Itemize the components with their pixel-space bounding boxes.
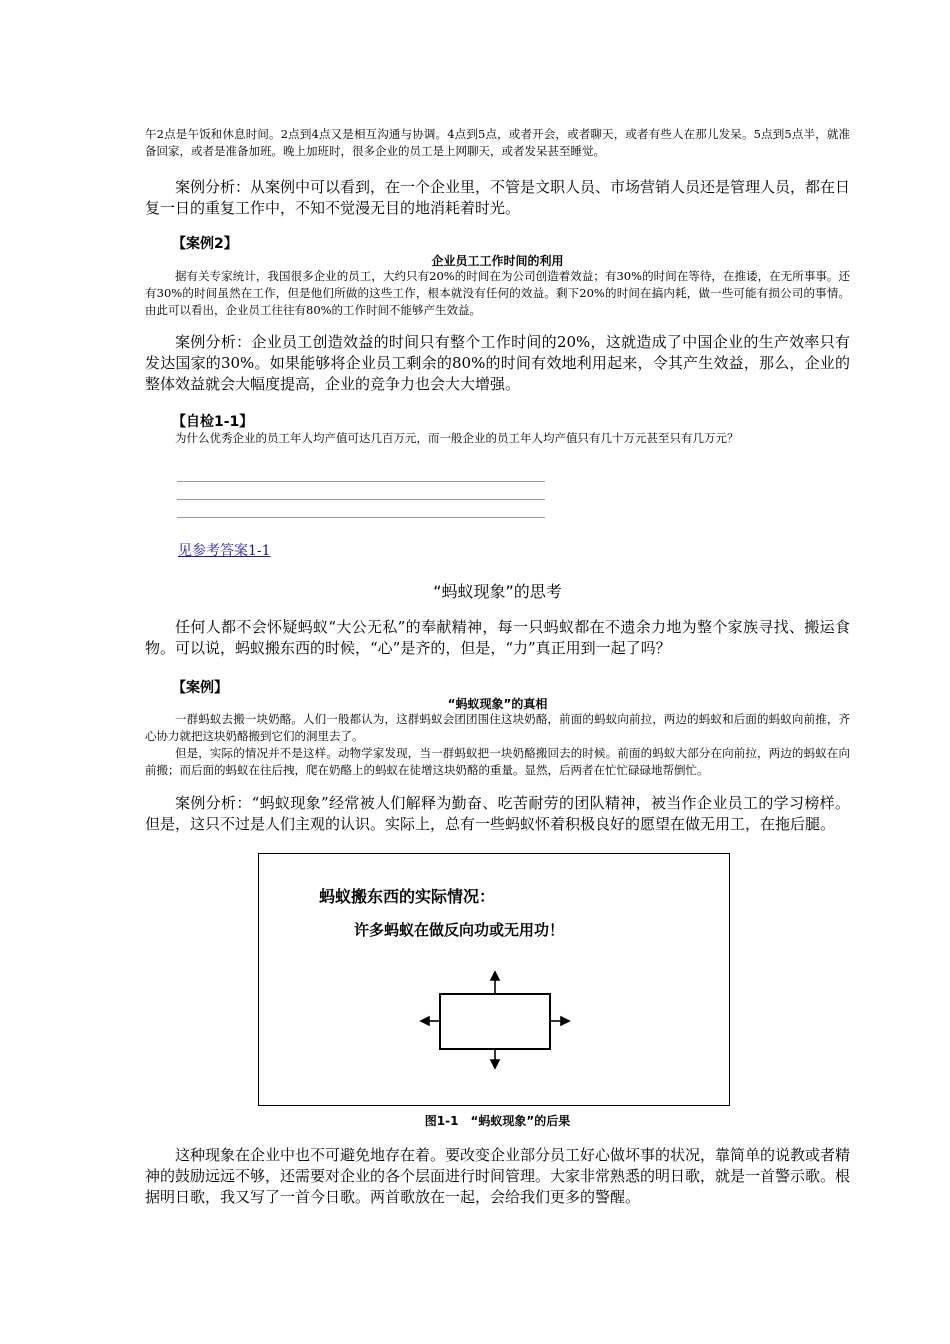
case3-heading: 【案例】 — [172, 680, 228, 696]
cheese-force-diagram — [259, 854, 728, 1104]
figure-caption: 图1-1 “蚂蚁现象”的后果 — [424, 1114, 571, 1128]
selfcheck-question: 为什么优秀企业的员工年人均产值可达几百万元，而一般企业的员工年人均产值只有几十万元甚至只有几万元？ — [175, 431, 739, 445]
case1-tail-text: 午2点是午饭和休息时间。2点到4点又是相互沟通与协调。4点到5点，或者开会，或者聊天，或者有些人在那儿发呆。5点到5点半，就准备回家，或者是准备加班。晚上加班时，很多企业的员工是上网聊天，或者发呆甚至睡觉。 — [145, 127, 850, 158]
figure-text-line-1: 蚂蚁搬东西的实际情况： — [319, 887, 496, 906]
cheese-block — [440, 994, 550, 1049]
answer-line-1 — [177, 481, 545, 482]
case2-analysis: 案例分析：企业员工创造效益的时间只有整个工作时间的20%，这就造成了中国企业的生产效率只有发达国家的30%。如果能够将企业员工剩余的80%的时间有效地利用起来，令其产生效益，那么，企业的整体效益就会大幅度提高，企业的竞争力也会大大增强。 — [145, 333, 850, 393]
closing-paragraph: 这种现象在企业中也不可避免地存在着。要改变企业部分员工好心做坏事的状况，靠简单的说教或者精神的鼓励远远不够，还需要对企业的各个层面进行时间管理。大家非常熟悉的明日歌，就是一首警示歌。根据明日歌，我又写了一首今日歌。两首歌放在一起，会给我们更多的警醒。 — [145, 1146, 851, 1206]
answer-line-3 — [177, 517, 545, 518]
section-intro: 任何人都不会怀疑蚂蚁“大公无私”的奉献精神，每一只蚂蚁都在不遗余力地为整个家族寻找、搬运食物。可以说，蚂蚁搬东西的时候，“心”是齐的，但是，“力”真正用到一起了吗？ — [145, 618, 850, 657]
case3-analysis: 案例分析：“蚂蚁现象”经常被人们解释为勤奋、吃苦耐劳的团队精神，被当作企业员工的学习榜样。但是，这只不过是人们主观的认识。实际上，总有一些蚂蚁怀着积极良好的愿望在做无用工，在拖后腿。 — [145, 794, 850, 833]
case3-paragraph-1: 一群蚂蚁去搬一块奶酪。人们一般都认为，这群蚂蚁会团团围住这块奶酪，前面的蚂蚁向前拉，两边的蚂蚁和后面的蚂蚁向前推，齐心协力就把这块奶酪搬到它们的洞里去了。 — [145, 712, 850, 743]
figure-text-line-2: 许多蚂蚁在做反向功或无用功！ — [354, 921, 565, 939]
figure-ant-phenomenon — [258, 853, 730, 1106]
case2-body: 据有关专家统计，我国很多企业的员工，大约只有20%的时间在为公司创造着效益；有30%的时间在等待，在推诿，在无所事事。还有30%的时间虽然在工作，但是他们所做的这些工作，根本就没有任何的效益。剩下20%的时间在搞内耗，做一些可能有损公司的事情。由此可以看出，企业员工往往有80%的工作时间不能够产生效益。 — [145, 269, 850, 317]
case3-paragraph-2: 但是，实际的情况并不是这样。动物学家发现，当一群蚂蚁把一块奶酪搬回去的时候。前面的蚂蚁大部分在向前拉，两边的蚂蚁在向前搬；而后面的蚂蚁在往后拽，爬在奶酪上的蚂蚁在徒增这块奶酪的重量。显然，后两者在忙忙碌碌地帮倒忙。 — [145, 746, 850, 777]
case1-analysis: 案例分析：从案例中可以看到，在一个企业里，不管是文职人员、市场营销人员还是管理人员，都在日复一日的重复工作中，不知不觉漫无目的地消耗着时光。 — [145, 178, 851, 217]
case2-heading: 【案例2】 — [172, 236, 238, 252]
case2-title: 企业员工工作时间的利用 — [431, 254, 564, 268]
section-title: “蚂蚁现象”的思考 — [433, 582, 562, 601]
selfcheck-heading: 【自检1-1】 — [172, 414, 254, 430]
answer-reference-link[interactable]: 见参考答案1-1 — [178, 543, 271, 559]
answer-line-2 — [177, 499, 545, 500]
case3-title: “蚂蚁现象”的真相 — [447, 697, 548, 711]
